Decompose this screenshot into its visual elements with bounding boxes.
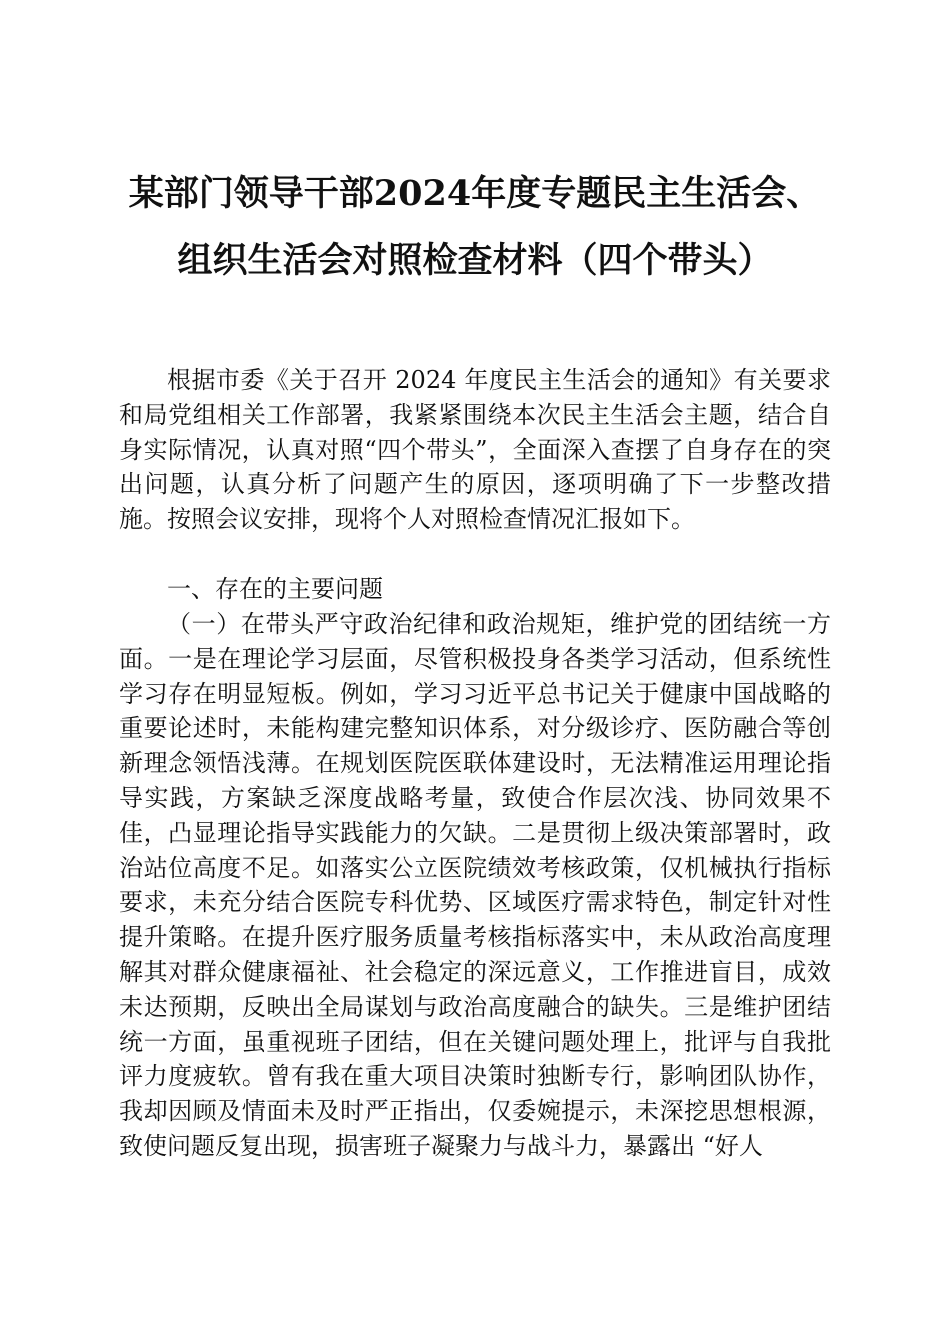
- subsection-paragraph: [119, 607, 831, 1164]
- intro-paragraph: 根据市委《关于召开 2024 年度民主生活会的通知》有关要求和局党组相关工作部署，我紧紧围绕本次民主生活会主题，结合自身实际情况，认真对照“四个带头”，全面深入查摆了自身存在的突出问题，认真分析了问题产生的原因，逐项明确了下一步整改措施。按照会议安排，现将个人对照检查情况汇报如下。: [119, 366, 831, 534]
- subsection-heading: （一）在带头严守政治纪律和政治规矩，维护党的团结统一方面。: [119, 610, 831, 673]
- document-title-line-1: 某部门领导干部2024年度专题民主生活会、: [128, 173, 822, 214]
- section-heading: 一、存在的主要问题: [167, 575, 383, 603]
- document-title-line-2: 组织生活会对照检查材料（四个带头）: [177, 240, 773, 281]
- subsection-body: 一是在理论学习层面，尽管积极投身各类学习活动，但系统性学习存在明显短板。例如，学习习近平总书记关于健康中国战略的重要论述时，未能构建完整知识体系，对分级诊疗、医防融合等创新理念领悟浅薄。在规划医院医联体建设时，无法精准运用理论指导实践，方案缺乏深度战略考量，致使合作层次浅、协同效果不佳，凸显理论指导实践能力的欠缺。二是贯彻上级决策部署时，政治站位高度不足。如落实公立医院绩效考核政策，仅机械执行指标要求，未充分结合医院专科优势、区域医疗需求特色，制定针对性提升策略。在提升医疗服务质量考核指标落实中，未从政治高度理解其对群众健康福祉、社会稳定的深远意义，工作推进盲目，成效未达预期，反映出全局谋划与政治高度融合的缺失。三是维护团结统一方面，虽重视班子团结，但在关键问题处理上，批评与自我批评力度疲软。曾有我在重大项目决策时独断专行，影响团队协作，我却因顾及情面未及时严正指出，仅委婉提示，未深挖思想根源，致使问题反复出现，损害班子凝聚力与战斗力，暴露出 “好人: [119, 644, 832, 1160]
